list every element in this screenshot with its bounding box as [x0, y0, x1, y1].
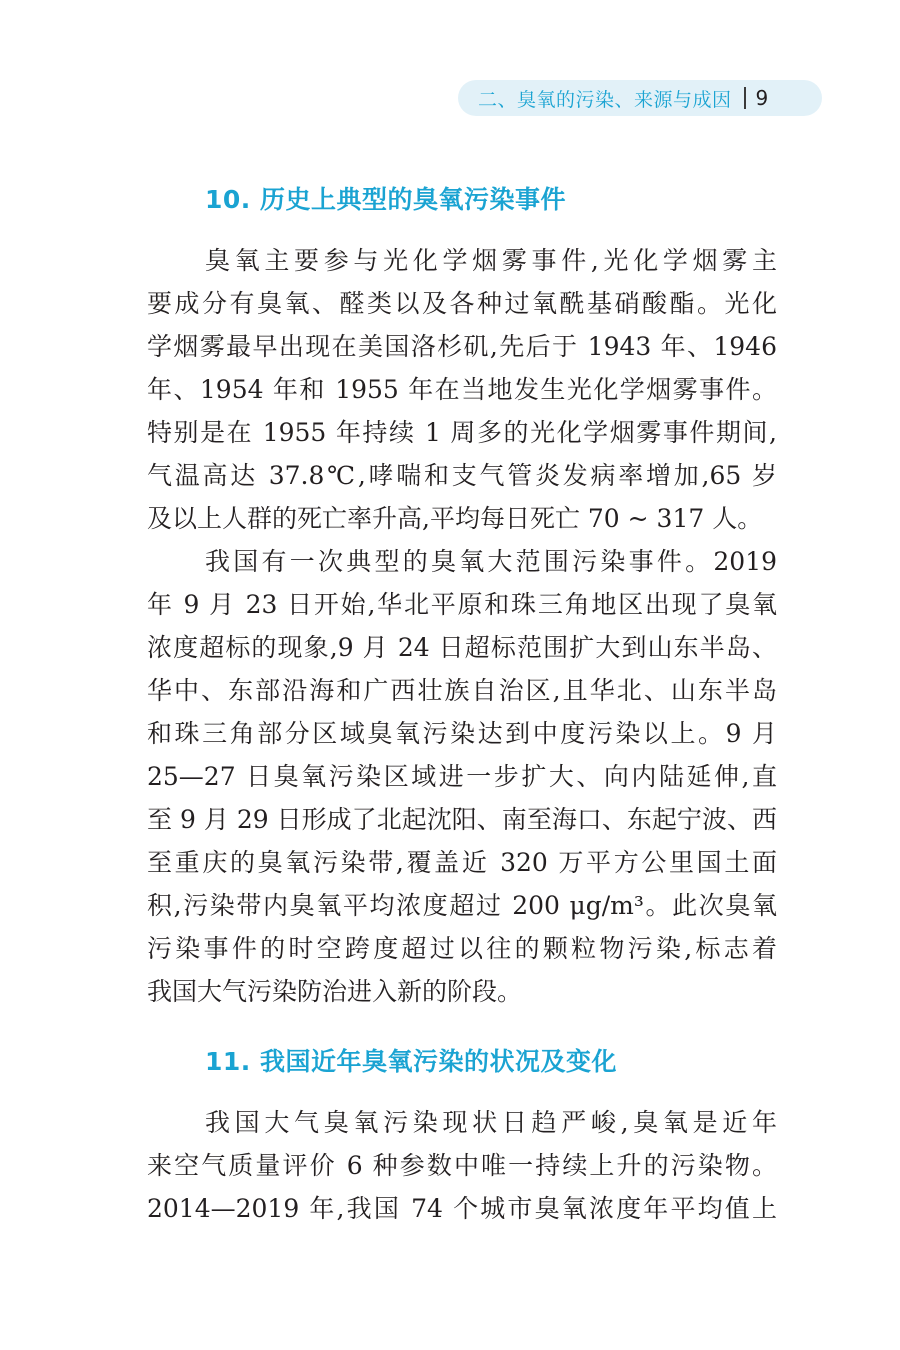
- text-line: 特别是在 1955 年持续 1 周多的光化学烟雾事件期间,: [147, 418, 777, 447]
- text-line: 至 9 月 29 日形成了北起沈阳、南至海口、东起宁波、西: [147, 805, 777, 834]
- text-line: 及以上人群的死亡率升高,平均每日死亡 70 ~ 317 人。: [147, 504, 763, 533]
- section-heading-11: 11. 我国近年臭氧污染的状况及变化: [205, 1047, 617, 1076]
- text-line: 25—27 日臭氧污染区域进一步扩大、向内陆延伸,直: [147, 762, 777, 791]
- text-line: 要成分有臭氧、醛类以及各种过氧酰基硝酸酯。光化: [147, 289, 777, 318]
- text-line: 华中、东部沿海和广西壮族自治区,且华北、山东半岛: [147, 676, 777, 705]
- text-line: 我国大气污染防治进入新的阶段。: [147, 977, 523, 1006]
- text-line: 2014—2019 年,我国 74 个城市臭氧浓度年平均值上: [147, 1194, 777, 1223]
- page-number: 9: [755, 86, 769, 110]
- text-line: 至重庆的臭氧污染带,覆盖近 320 万平方公里国土面: [147, 848, 777, 877]
- text-line: 积,污染带内臭氧平均浓度超过 200 μg/m³。此次臭氧: [147, 891, 777, 920]
- text-line: 臭氧主要参与光化学烟雾事件,光化学烟雾主: [205, 246, 777, 275]
- text-line: 来空气质量评价 6 种参数中唯一持续上升的污染物。: [147, 1151, 777, 1180]
- text-line: 浓度超标的现象,9 月 24 日超标范围扩大到山东半岛、: [147, 633, 777, 662]
- text-line: 污染事件的时空跨度超过以往的颗粒物污染,标志着: [147, 934, 777, 963]
- section-heading-10: 10. 历史上典型的臭氧污染事件: [205, 185, 566, 214]
- text-line: 年 9 月 23 日开始,华北平原和珠三角地区出现了臭氧: [147, 590, 777, 619]
- text-line: 年、1954 年和 1955 年在当地发生光化学烟雾事件。: [147, 375, 777, 404]
- text-line: 气温高达 37.8℃,哮喘和支气管炎发病率增加,65 岁: [147, 461, 777, 490]
- text-line: 我国有一次典型的臭氧大范围污染事件。2019: [205, 547, 777, 576]
- header-divider: [744, 87, 746, 109]
- text-line: 学烟雾最早出现在美国洛杉矶,先后于 1943 年、1946: [147, 332, 777, 361]
- chapter-title: 二、臭氧的污染、来源与成因: [478, 88, 732, 111]
- text-line: 和珠三角部分区域臭氧污染达到中度污染以上。9 月: [147, 719, 777, 748]
- running-header: [458, 80, 822, 116]
- text-line: 我国大气臭氧污染现状日趋严峻,臭氧是近年: [205, 1108, 777, 1137]
